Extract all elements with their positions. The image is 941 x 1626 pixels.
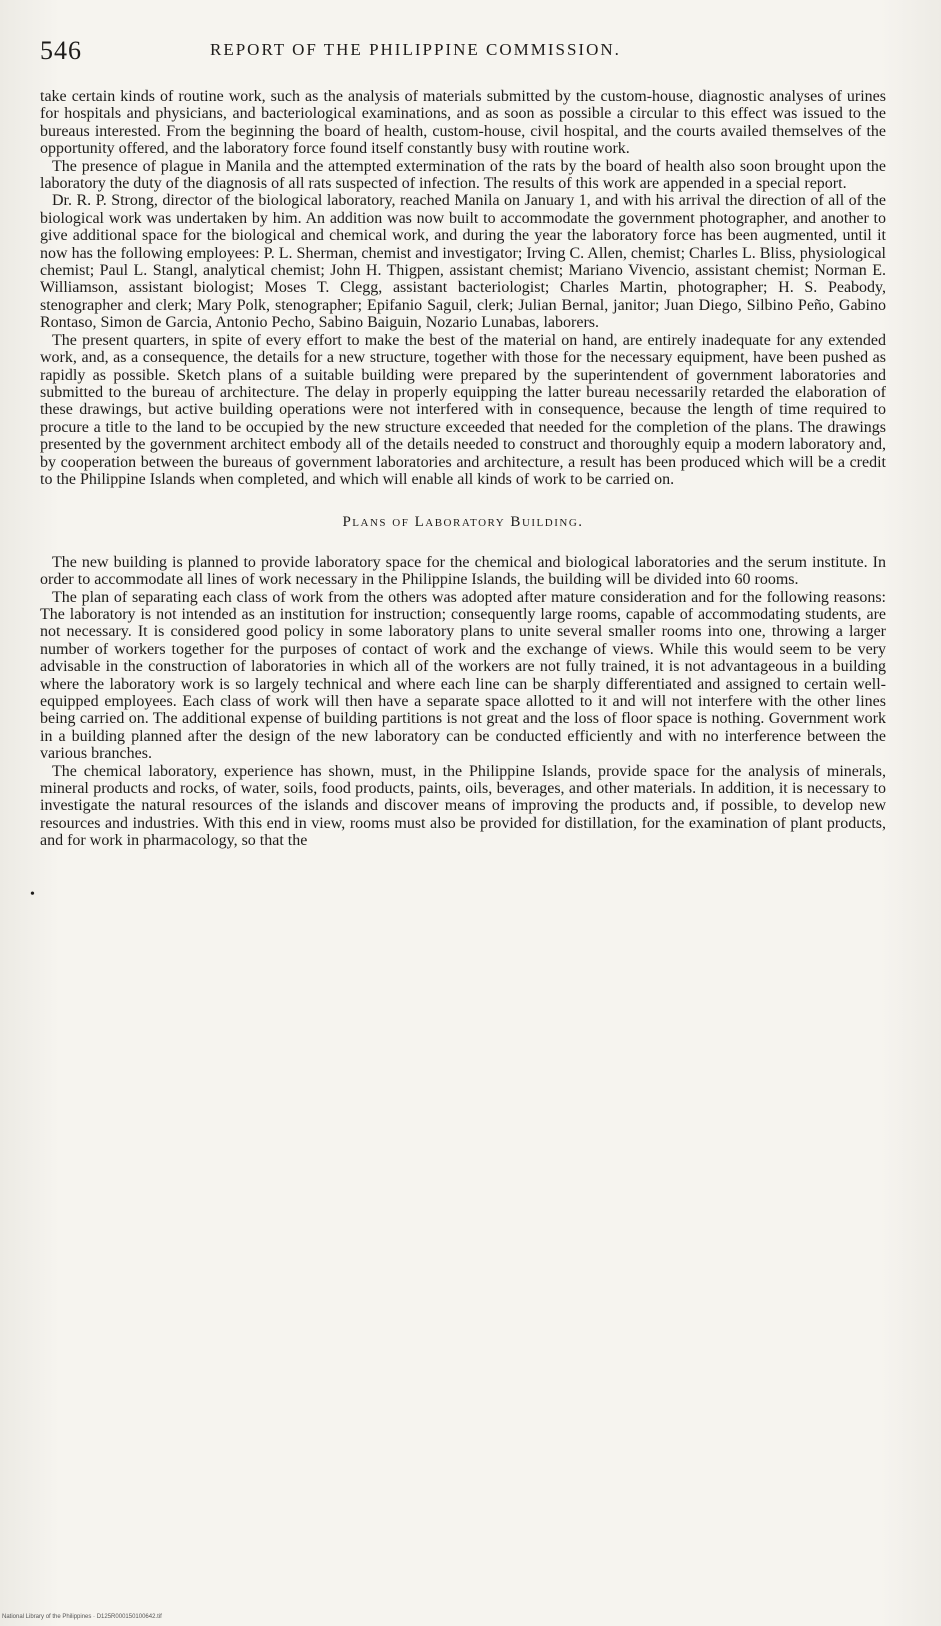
- page-number: 546: [40, 36, 82, 65]
- body-text: [40, 88, 886, 850]
- paragraph-separation-plan: The plan of separating each class of work from the others was adopted after mature consideration and for the following reasons: The laboratory is not intended as an institution for instruction; consequently large rooms, capable of accommodating students, are not necessary. It is considered good policy in some laboratory plans to unite several smaller rooms into one, throwing a larger number of workers together for the purposes of contact of work and the exchange of views. While this would seem to be very advisable in the construction of laboratories in which all of the workers are not fully trained, it is not advantageous in a building where the laboratory work is so largely technical and where each line can be sharply differentiated and assigned to certain well-equipped employees. Each class of work will then have a separate space allotted to it and will not interfere with the other lines being carried on. The additional expense of building partitions is not great and the loss of floor space is nothing. Government work in a building planned after the design of the new laboratory can be conducted efficiently and with no interference between the various branches.: [40, 588, 886, 763]
- paragraph-quarters: The present quarters, in spite of every effort to make the best of the material on hand, are entirely inadequate for any extended work, and, as a consequence, the details for a new structure, together with those for the necessary equipment, have been pushed as rapidly as possible. Sketch plans of a suitable building were prepared by the superintendent of government laboratories and submitted to the bureau of architecture. The delay in properly equipping the latter bureau necessarily retarded the elaboration of these drawings, but active building operations were not interfered with in consequence, because the length of time required to procure a title to the land to be occupied by the new structure exceeded that needed for the completion of the plans. The drawings presented by the government architect embody all of the details needed to construct and thoroughly equip a modern laboratory and, by cooperation between the bureaus of government laboratories and architecture, a result has been produced which will be a credit to the Philippine Islands when completed, and which will enable all kinds of work to be carried on.: [40, 331, 886, 488]
- paragraph-new-building: The new building is planned to provide laboratory space for the chemical and biological laboratories and the serum institute. In order to accommodate all lines of work necessary in the Philippine Islands, the building will be divided into 60 rooms.: [40, 553, 886, 589]
- paragraph-staff: Dr. R. P. Strong, director of the biological laboratory, reached Manila on January 1, and with his arrival the direction of all of the biological work was undertaken by him. An addition was now built to accommodate the government photographer, and another to give additional space for the biological and chemical work, and during the year the laboratory force has been augmented, until it now has the following employees: P. L. Sherman, chemist and investigator; Irving C. Allen, chemist; Charles L. Bliss, physiological chemist; Paul L. Stangl, analytical chemist; John H. Thigpen, assistant chemist; Mariano Vivencio, assistant chemist; Norman E. Williamson, assistant biologist; Moses T. Clegg, assistant bacteriologist; Charles Martin, photographer; H. S. Peabody, stenographer and clerk; Mary Polk, stenographer; Epifanio Saguil, clerk; Julian Bernal, janitor; Juan Diego, Silbino Peño, Gabino Rontaso, Simon de Garcia, Antonio Pecho, Sabino Baiguin, Nozario Lunabas, laborers.: [40, 192, 886, 332]
- paragraph-plague: The presence of plague in Manila and the attempted extermination of the rats by the board of health also soon brought upon the laboratory the duty of the diagnosis of all rats suspected of infection. The results of this work are appended in a special report.: [40, 157, 886, 193]
- paragraph-chemical-lab: The chemical laboratory, experience has shown, must, in the Philippine Islands, provide space for the analysis of minerals, mineral products and rocks, of water, soils, food products, paints, oils, beverages, and other materials. In addition, it is necessary to investigate the natural resources of the islands and discover means of improving the products and, if possible, to develop new resources and industries. With this end in view, rooms must also be provided for distillation, for the examination of plant products, and for work in pharmacology, so that the: [40, 762, 886, 850]
- section-heading: Plans of Laboratory Building.: [342, 514, 584, 531]
- page-header: [40, 34, 910, 74]
- scan-footer-note: National Library of the Philippines · D125R000150100642.tif: [2, 1614, 162, 1620]
- paragraph-continued: take certain kinds of routine work, such as the analysis of materials submitted by the custom-house, diagnostic analyses of urines for hospitals and physicians, and bacteriological examinations, and as soon as possible a circular to this effect was issued to the bureaus interested. From the beginning the board of health, custom-house, civil hospital, and the courts availed themselves of the opportunity offered, and the laboratory force found itself constantly busy with routine work.: [40, 88, 886, 158]
- margin-mark: •: [30, 887, 35, 902]
- running-head: REPORT OF THE PHILIPPINE COMMISSION.: [210, 40, 621, 59]
